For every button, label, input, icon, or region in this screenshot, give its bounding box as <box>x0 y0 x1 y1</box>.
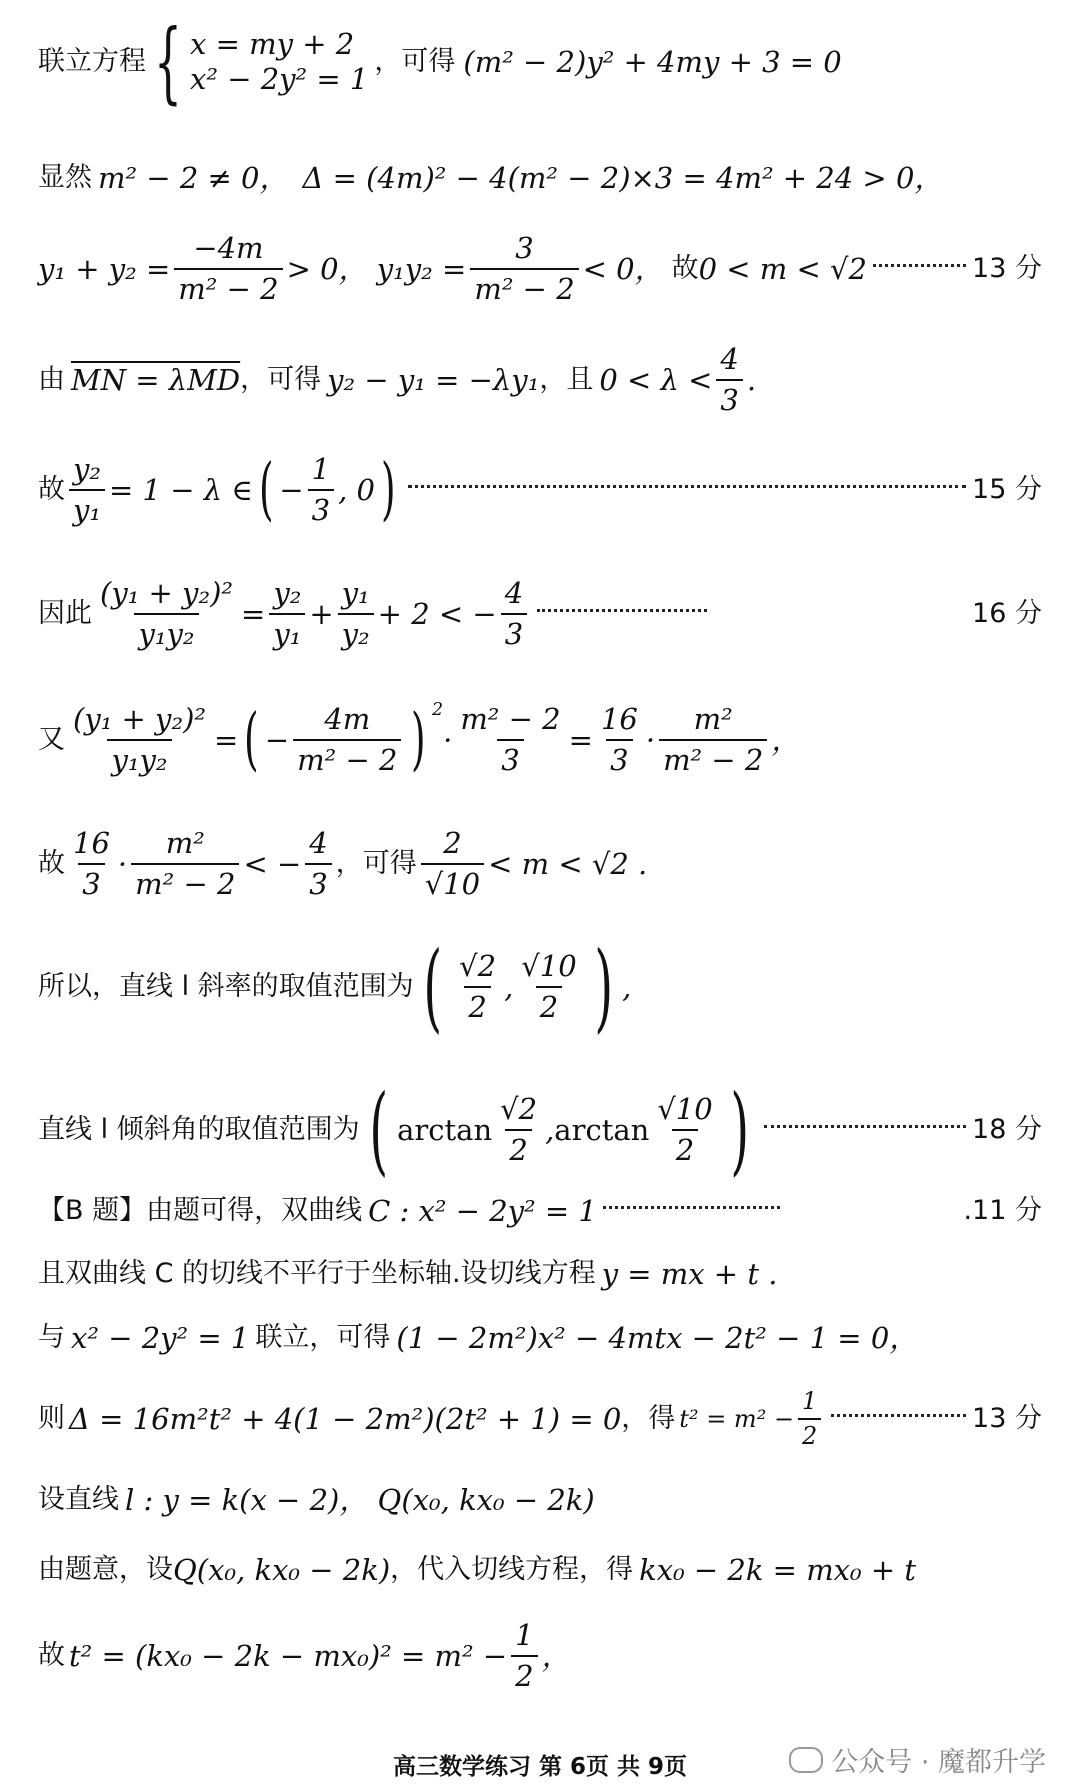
frac-den: m² − 2 <box>131 863 239 902</box>
watermark <box>789 1740 1046 1779</box>
equation-quadratic: (m² − 2)y² + 4my + 3 = 0 <box>463 44 842 79</box>
text-yu: 与 <box>38 1321 65 1353</box>
frac-num: 16 <box>73 826 110 861</box>
text-angle-range: 直线 l 倾斜角的取值范围为 <box>38 1113 360 1145</box>
range-lambda: 0 < λ < <box>599 362 713 397</box>
frac-den: 2 <box>511 1655 537 1694</box>
text-tiyi: 由题意，设 <box>38 1553 173 1585</box>
frac-den: 3 <box>606 739 632 778</box>
frac-den: y₁ <box>269 613 305 652</box>
range-m-final: < m < √2 . <box>488 846 648 881</box>
frac-num: (y₁ + y₂)² <box>100 576 234 611</box>
frac-num: 1 <box>311 452 331 487</box>
wechat-icon <box>789 1747 823 1773</box>
point-q: Q(x₀, kx₀ − 2k) <box>173 1552 391 1587</box>
fraction-m2-over-3 <box>456 702 564 778</box>
text-lianli: 联立方程 <box>38 45 146 77</box>
product-tail: < 0， <box>582 251 664 286</box>
text-ze: 则 <box>38 1402 65 1434</box>
text-dairu: ，代入切线方程，得 <box>390 1553 634 1585</box>
text-kede: ，可得 <box>335 847 417 879</box>
fraction-half <box>511 1618 537 1694</box>
line-tangent-setup <box>38 1252 1042 1296</box>
frac-num: √2 <box>459 949 497 984</box>
frac-den: y₁y₂ <box>134 613 198 652</box>
equation-t-squared: t² = (kx₀ − 2k − mx₀)² = m² − <box>69 1638 508 1673</box>
fraction-16-3 <box>597 702 642 778</box>
leader-dots <box>764 1125 966 1128</box>
frac-den: 2 <box>464 986 490 1025</box>
frac-den: 2 <box>798 1418 821 1451</box>
frac-num: √10 <box>521 949 577 984</box>
text-you: 由 <box>38 363 65 395</box>
watermark-text: 公众号 · 魔都升学 <box>831 1747 1046 1778</box>
line-substitute <box>38 1548 1042 1592</box>
sys-bottom: x² − 2y² = 1 <box>190 62 369 96</box>
frac-num: 4 <box>309 826 328 861</box>
frac-den: 3 <box>305 863 331 902</box>
frac-den: 2 <box>505 1129 531 1168</box>
fraction-sqrt2-2 <box>455 949 500 1025</box>
line-expression: 又 $\frac{\text{(y₁ + y₂)²}}{\text{y₁y₂}}$ = ( − $\frac{4m}{\text{m² − 2}}$ ) $^2$ · $\frac{\text{m² − 2}}{3}$ = $\frac{16}{3}$ · $\frac{\text{m²}}{\text{m² − 2}}$ ， <box>38 700 801 780</box>
equation-y: y₂ − y₁ = −λy₁ <box>327 362 540 397</box>
line-b-intro <box>38 1188 1042 1234</box>
fraction-square-over-product <box>96 576 237 652</box>
line-slope-range: 所以，直线 l 斜率的取值范围为 ( $\frac{√2}{2}$ , $\frac{√10}{2}$ ) , <box>38 930 632 1043</box>
frac-den: 3 <box>308 489 334 528</box>
frac-den: y₁y₂ <box>107 739 171 778</box>
equation-hyperbola: C : x² − 2y² = 1 <box>368 1193 597 1228</box>
score-13: 13 分 <box>972 252 1042 284</box>
fraction-square-over-product <box>69 702 210 778</box>
fraction-4m <box>293 702 401 778</box>
leader-dots <box>873 264 966 267</box>
frac-den: 3 <box>501 613 527 652</box>
frac-num: 4 <box>720 342 739 377</box>
frac-den: 3 <box>497 739 523 778</box>
fraction-product <box>470 231 578 307</box>
text-lianli: 联立，可得 <box>255 1321 391 1353</box>
line-t-squared: 故 t² = (kx₀ − 2k − mx₀)² = m² − $\frac{1}{2}$ ， <box>38 1618 571 1693</box>
sum-lhs: y₁ + y₂ = <box>38 251 171 286</box>
brace: { <box>154 10 182 114</box>
score-16: 16 分 <box>972 597 1042 629</box>
fraction-half <box>798 1387 821 1451</box>
frac-num: 1 <box>515 1618 534 1653</box>
frac-num: (y₁ + y₂)² <box>73 702 207 737</box>
fraction-m2 <box>131 826 239 902</box>
frac-den: 2 <box>672 1129 698 1168</box>
line-combine <box>38 1316 1042 1360</box>
leader-dots <box>537 609 707 612</box>
fraction-m2 <box>659 702 767 778</box>
fraction-four-thirds <box>305 826 331 902</box>
fraction-sqrt10-2 <box>517 949 580 1025</box>
equation-delta-zero: Δ = 16m²t² + 4(1 − 2m²)(2t² + 1) = 0 <box>69 1401 622 1436</box>
line-system <box>38 10 1042 114</box>
period: . <box>746 362 757 397</box>
text-b-intro: 【B 题】由题可得，双曲线 <box>38 1194 363 1226</box>
ineq-tail: + 2 < − <box>377 596 497 631</box>
score-13b: 13 分 <box>972 1402 1042 1434</box>
frac-den: 3 <box>716 379 742 418</box>
paren-open: ( <box>258 450 274 530</box>
line-vieta <box>38 224 1042 314</box>
text-slope-range: 所以，直线 l 斜率的取值范围为 <box>38 970 414 1002</box>
line-angle-range: 直线 l 倾斜角的取值范围为 ( arctan $\frac{√2}{2}$ , arctan $\frac{√10}{2}$ ) 18 分 <box>38 1073 1042 1186</box>
frac-num: m² − 2 <box>460 702 561 737</box>
frac-den: m² − 2 <box>659 739 767 778</box>
line-set-line <box>38 1478 1042 1522</box>
equation-delta: Δ = (4m)² − 4(m² − 2)×3 = 4m² + 24 > 0， <box>302 160 944 195</box>
equation-hyperbola: x² − 2y² = 1 <box>71 1320 250 1355</box>
fraction-y1-y2 <box>338 576 374 652</box>
fraction-four-thirds <box>716 342 742 418</box>
product-lhs: > 0， y₁y₂ = <box>286 251 467 286</box>
frac-den: 2 <box>536 986 562 1025</box>
vector-relation: MN = λMD <box>71 362 241 397</box>
line-ratio: 故 $\frac{\text{y₂}}{\text{y₁}}$ = 1 − λ ∈ ( − $\frac{1}{3}$ , 0 ) 15 分 <box>38 450 1042 530</box>
ratio-eq: = 1 − λ ∈ <box>109 472 253 507</box>
text-she: 设直线 <box>38 1483 119 1515</box>
frac-num: 4m <box>324 702 371 737</box>
frac-num: √2 <box>500 1092 538 1127</box>
frac-den: y₂ <box>338 613 374 652</box>
frac-den: m² − 2 <box>174 268 282 307</box>
equation-t2: t² = m² − <box>679 1404 795 1433</box>
text-you2: 又 <box>38 723 65 755</box>
frac-num: y₂ <box>73 452 102 487</box>
frac-num: m² <box>693 702 733 737</box>
text-de: ，得 <box>621 1402 676 1434</box>
equation-line-l: l : y = k(x − 2)， Q(x₀, kx₀ − 2k) <box>125 1482 595 1517</box>
score-18: 18 分 <box>972 1113 1042 1145</box>
text-gu: 故 <box>38 1639 65 1671</box>
text-kede: ，可得 <box>240 363 322 395</box>
text-kede: ，可得 <box>374 45 456 77</box>
frac-num: 4 <box>504 576 524 611</box>
fraction-16-3 <box>69 826 114 902</box>
equation-system <box>190 27 368 97</box>
paren-close: ) <box>380 450 396 530</box>
fraction-2-sqrt10 <box>421 826 484 902</box>
text-qie: ，且 <box>539 363 594 395</box>
fraction-y2-y1 <box>269 576 305 652</box>
fraction-sqrt2-2 <box>496 1092 541 1168</box>
frac-num: 2 <box>443 826 462 861</box>
fraction-sqrt10-2 <box>653 1092 716 1168</box>
frac-num: √10 <box>657 1092 713 1127</box>
fraction-third <box>308 452 334 528</box>
frac-num: y₂ <box>273 576 302 611</box>
page-footer: 高三数学练习 第 6页 共 9页 <box>392 1754 688 1780</box>
fraction-ratio <box>69 452 105 528</box>
line-inequality: 因此 $\frac{\text{(y₁ + y₂)²}}{\text{y₁y₂}}$ = $\frac{\text{y₂}}{\text{y₁}}$ + $\frac{\text{y₁}}{\text{y₂}}$ + 2 < − $\frac{4}{3}$ 16 分 <box>38 576 1042 651</box>
frac-num: 1 <box>802 1387 818 1416</box>
leader-dots <box>831 1414 966 1417</box>
frac-num: y₁ <box>341 576 370 611</box>
frac-num: 3 <box>515 231 534 266</box>
arctan-2: arctan <box>554 1112 650 1147</box>
fraction-sum <box>174 231 282 307</box>
frac-den: √10 <box>421 863 484 902</box>
range-m: 0 < m < √2 <box>698 251 867 286</box>
text-gu: 故 <box>38 473 65 505</box>
frac-den: m² − 2 <box>470 268 578 307</box>
frac-num: 16 <box>600 702 638 737</box>
text-xianran: 显然 <box>38 161 92 193</box>
equation-nonzero: m² − 2 ≠ 0， <box>98 160 289 195</box>
sys-top: x = my + 2 <box>190 27 355 62</box>
line-vector <box>38 340 1042 420</box>
frac-den: m² − 2 <box>293 739 401 778</box>
equation-substituted: kx₀ − 2k = mx₀ + t <box>639 1552 917 1587</box>
frac-num: −4m <box>193 231 264 266</box>
text-gu: 故 <box>38 847 65 879</box>
frac-num: m² <box>165 826 205 861</box>
leader-dots <box>603 1206 780 1209</box>
arctan-1: arctan <box>397 1112 493 1147</box>
line-discriminant <box>38 148 1042 208</box>
score-15: 15 分 <box>972 473 1042 505</box>
fraction-four-thirds <box>501 576 527 652</box>
equation-tangent: y = mx + t . <box>601 1256 778 1291</box>
text-gu: 故 <box>671 252 699 284</box>
frac-den: y₁ <box>69 489 105 528</box>
leader-dots <box>408 485 967 488</box>
frac-den: 3 <box>78 863 104 902</box>
text-yinci: 因此 <box>38 597 92 629</box>
score-11: .11 分 <box>963 1194 1042 1226</box>
line-solve-m: 故 $\frac{16}{3}$ · $\frac{\text{m²}}{\text{m² − 2}}$ < − $\frac{4}{3}$ ，可得 $\frac{2}{√10}$ < m < √2 . <box>38 826 648 901</box>
equation-combined: (1 − 2m²)x² − 4mtx − 2t² − 1 = 0， <box>396 1320 919 1355</box>
line-delta-zero <box>38 1382 1042 1456</box>
text-tangent: 且双曲线 C 的切线不平行于坐标轴.设切线方程 <box>38 1257 596 1289</box>
